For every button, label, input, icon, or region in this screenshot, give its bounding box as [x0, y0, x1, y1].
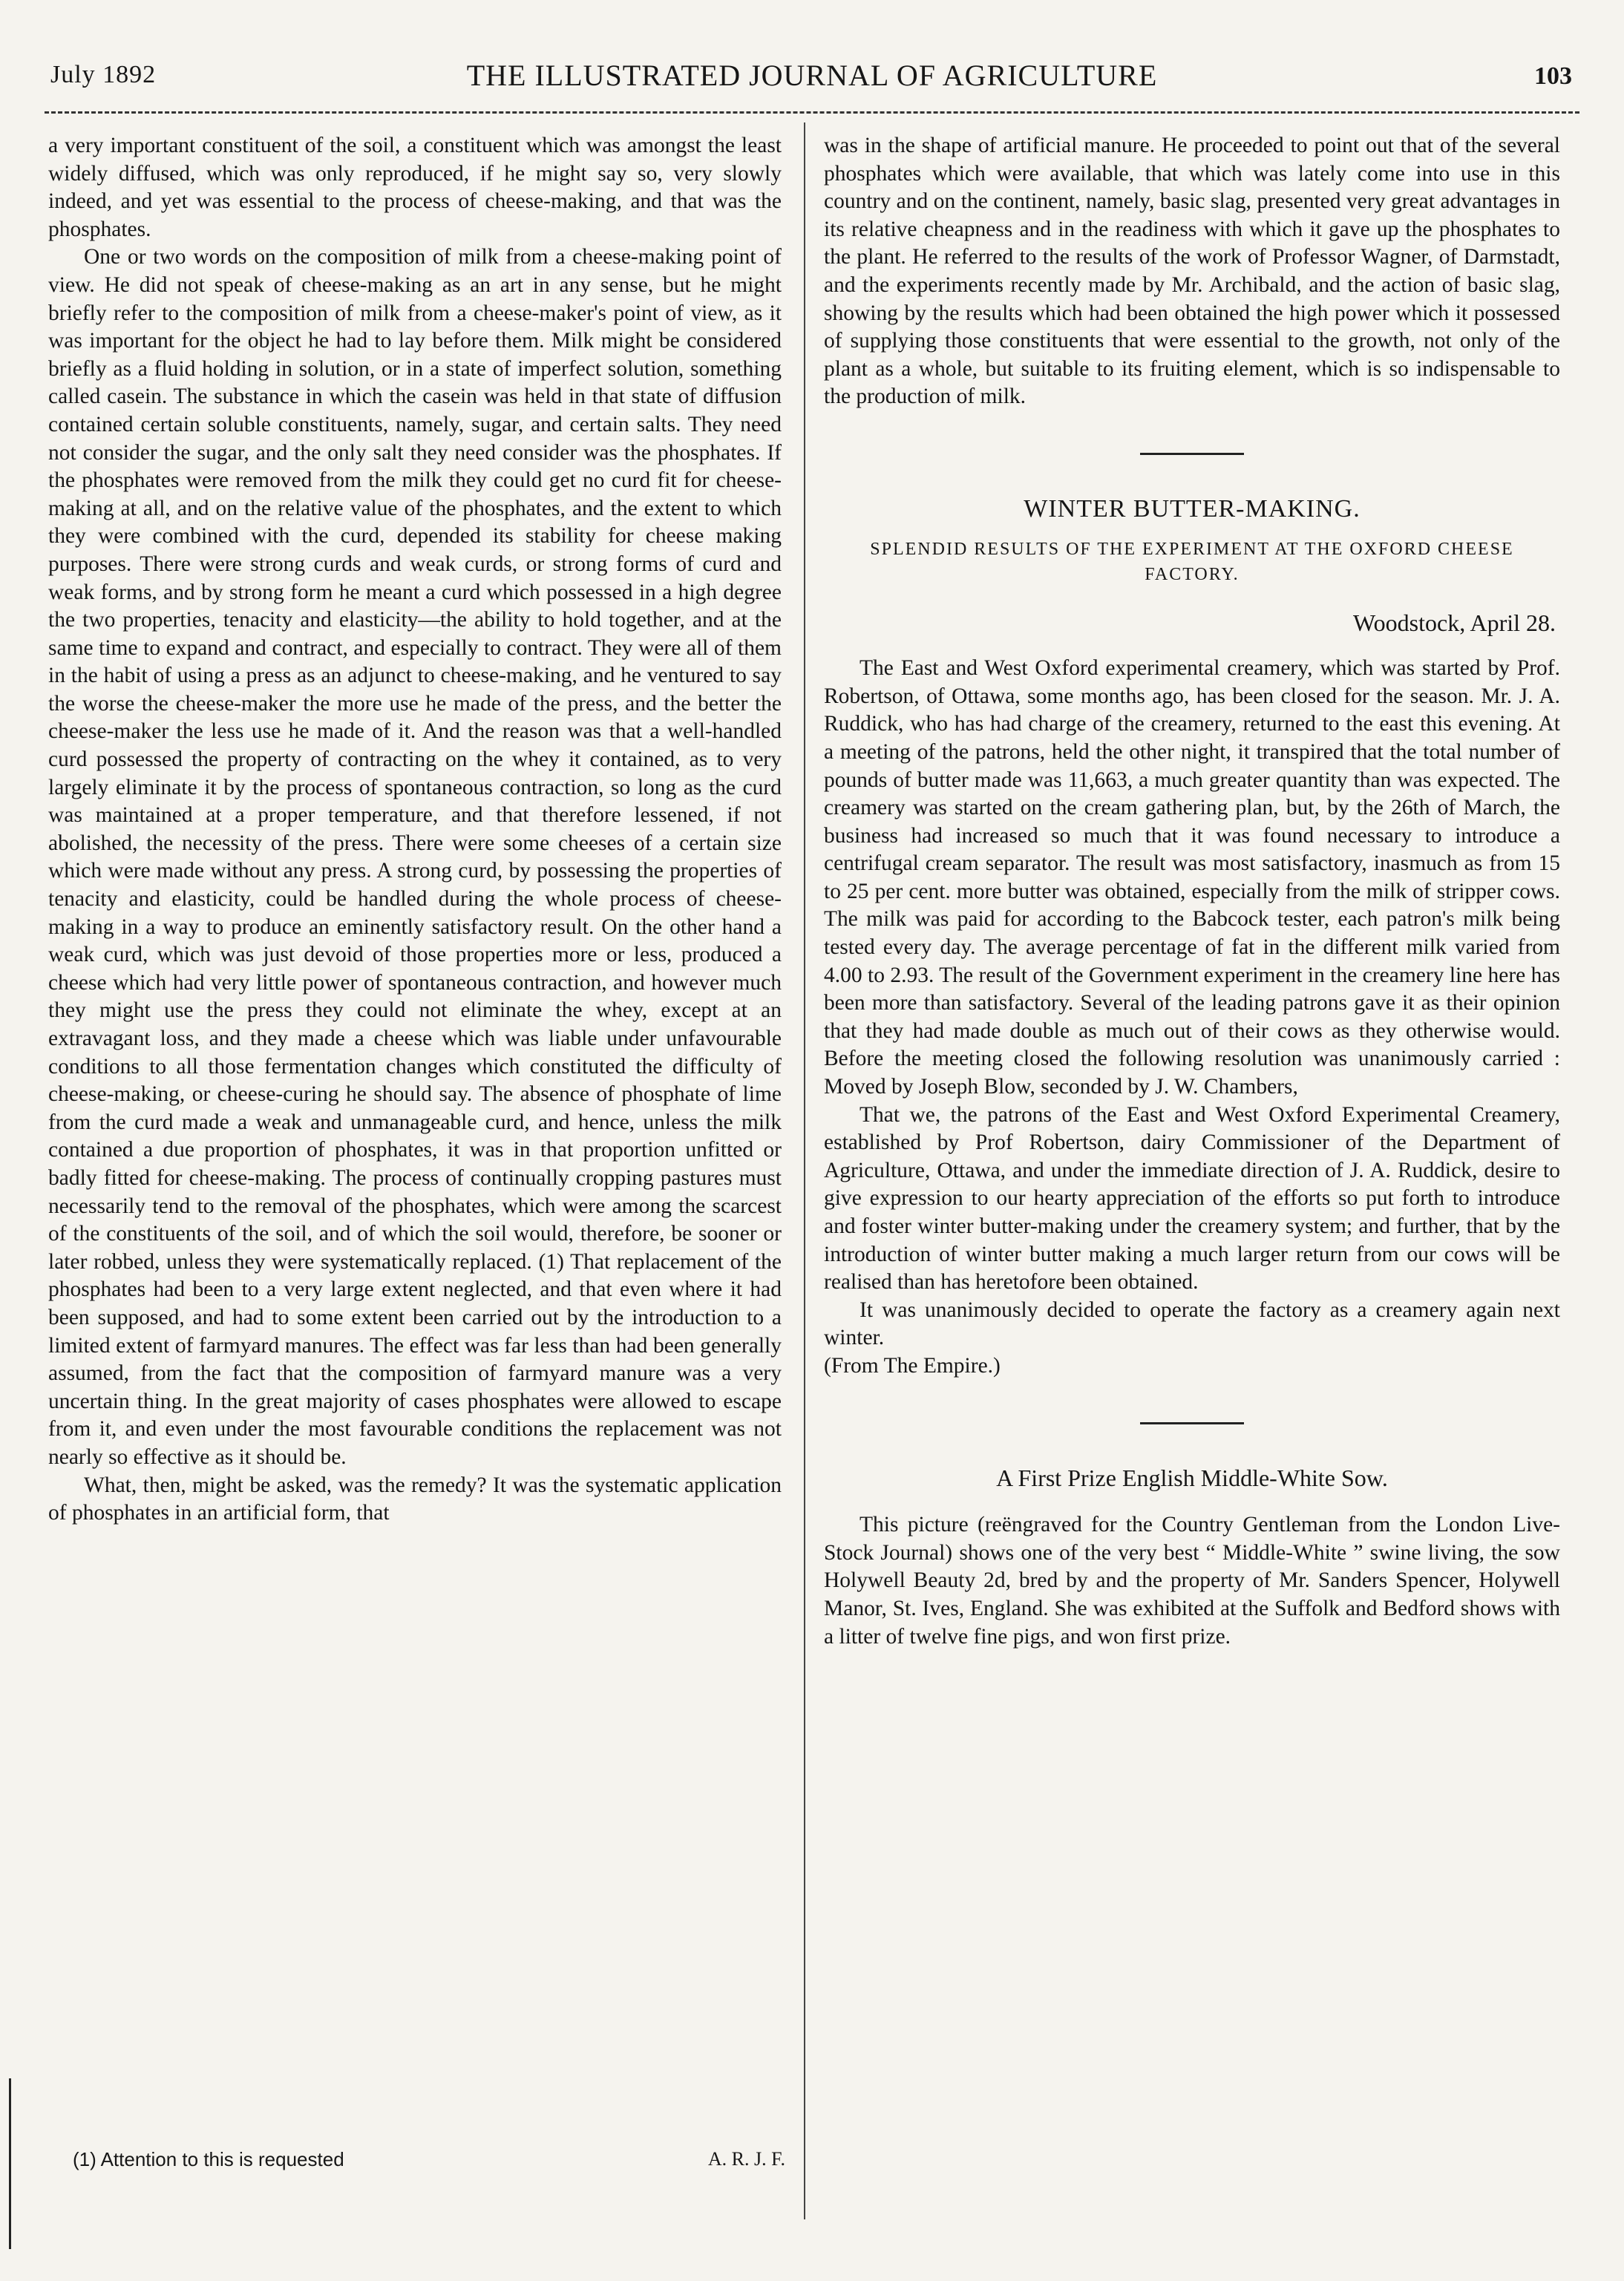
- page-number: 103: [1534, 62, 1572, 90]
- right-column: [824, 132, 1560, 1651]
- resolution-paragraph: That we, the patrons of the East and West Oxford Experimental Creamery, established by Prof Robertson, dairy Commissioner of the Department of Agriculture, Ottawa, and under the immediate direction of J. A. Ruddick, desire to give expression to our hearty appreciation of the efforts so put forth to introduce and foster winter butter-making under the creamery system; and further, that by the introduction of winter butter making a much larger return from our cows will be realised than has heretofore been obtained.: [824, 1102, 1560, 1295]
- paragraph: a very important constituent of the soil, a constituent which was amongst the least widely diffused, which was only reproduced, if he might say so, very slowly indeed, and yet was essential to the process of cheese-making, and that was the phosphates.: [48, 134, 782, 241]
- article-heading: WINTER BUTTER-MAKING.: [1024, 494, 1361, 523]
- paragraph: The East and West Oxford experimental creamery, which was started by Prof. Robertson, of Ottawa, some months ago, has been closed for the season. Mr. J. A. Ruddick, who has had charge of the creamery, returned to the east this evening. At a meeting of the patrons, held the other night, it transpired that the total number of pounds of butter made was 11,663, a much greater quantity than was expected. The creamery was started on the cream gathering plan, but, by the 26th of March, the business had increased so much that it was found necessary to introduce a centrifugal cream separator. The result was most satisfactory, inasmuch as from 15 to 25 per cent. more butter was obtained, especially from the milk of stripper cows. The milk was paid for according to the Babcock tester, each patron's milk being tested every day. The average percentage of fat in the different milk varied from 4.00 to 2.93. The result of the Government experiment in the creamery line here has been more than satisfactory. Several of the leading patrons gave it as their opinion that they had made double as much out of their cows as they otherwise would. Before the meeting closed the following resolution was unanimously carried : Moved by Joseph Blow, seconded by J. W. Chambers,: [824, 656, 1560, 1099]
- column-divider: [804, 122, 805, 2219]
- section-divider: [1140, 453, 1244, 455]
- paragraph: What, then, might be asked, was the remedy? It was the systematic application of phosphates in an artificial form, that: [48, 1473, 782, 1525]
- issue-date: July 1892: [50, 61, 157, 88]
- running-head: [45, 53, 1579, 105]
- margin-mark: [9, 2078, 11, 2249]
- paragraph: was in the shape of artificial manure. He proceeded to point out that of the several phosphates which were available, that which was lately come into use in this country and on the continent, namely, basic slag, presented very great advantages in its relative cheapness and in the readiness with which it gave up the phosphates to the plant. He referred to the results of the work of Professor Wagner, of Darmstadt, and the experiments recently made by Mr. Archibald, and the action of basic slag, showing by the results which had been obtained the high power which it possessed of supplying those constituents that were essential to the growth, not only of the plant as a whole, but suitable to its fruiting element, which is so indispensable to the production of milk.: [824, 134, 1560, 409]
- paragraph: One or two words on the composition of milk from a cheese-making point of view. He did not speak of cheese-making as an art in any sense, but he might briefly refer to the composition of milk from a cheese-maker's point of view, as it was important for the object he had to lay before them. Milk might be considered briefly as a fluid holding in solution, or in a state of imperfect solution, something called casein. The substance in which the casein was held in that state of diffusion contained certain soluble constituents, namely, sugar, and certain salts. They need not consider the sugar, and the only salt they need consider was the phosphates. If the phosphates were removed from the milk they could get no curd fit for cheese-making at all, and on the relative value of the phosphates, and the extent to which they were combined with the curd, depended its stability for cheese making purposes. There were strong curds and weak curds, or strong forms of curd and weak forms, and by strong form he meant a curd which possessed in a high degree the two properties, tenacity and elasticity—the ability to hold together, and at the same time to expand and contract, and especially to contract. They were all of them in the habit of using a press as an adjunct to cheese-making, and he ventured to say the worse the cheese-maker the more use he made of the press, and the better the cheese-maker the less use he made of it. And the reason was that a well-handled curd possessed the property of contracting on the whey it contained, as to very largely eliminate it by the process of spontaneous contraction, so long as the curd was maintained at a proper temperature, and that therefore lessened, if not abolished, the necessity of the press. There were some cheeses of a certain size which were made without any press. A strong curd, by possessing the properties of tenacity and elasticity, could be handled during the whole process of cheese-making in a way to produce an eminently satisfactory result. On the other hand a weak curd, which was just devoid of those properties more or less, produced a cheese which had very little power of spontaneous contraction, and however much they might use the press they could not eliminate the whey, except at an extravagant loss, and they made a cheese which was liable under unfavourable conditions to all those fermentation changes which constituted the difficulty of cheese-making, or cheese-curing he should say. The absence of phosphate of lime from the curd made a weak and unmanageable curd, and hence, unless the milk contained a due proportion of phosphates, it was in that proportion unfitted or badly fitted for cheese-making. The process of continually cropping pastures must necessarily tend to the removal of the phosphates, which were among the scarcest of the constituents of the soil, and of which the soil would, therefore, be sooner or later robbed, unless they were systematically replaced. (1) That replacement of the phosphates had been to a very large extent neglected, and that even where it had been supposed, and had to some extent been carried out by the introduction to a limited extent of farmyard manures. The effect was far less than had been generally assumed, from the fact that the composition of farmyard manure was a very uncertain thing. In the great majority of cases phosphates were allowed to escape from it, and even under the most favourable conditions the replacement was not nearly so effective as it should be.: [48, 245, 782, 1469]
- article-subheading: SPLENDID RESULTS OF THE EXPERIMENT AT THE OXFORD CHEESE FACTORY.: [870, 539, 1514, 584]
- header-rule: [45, 111, 1579, 114]
- footnote-signature: A. R. J. F.: [707, 2148, 785, 2170]
- source-credit: (From The Empire.): [824, 1353, 1001, 1378]
- journal-title: THE ILLUSTRATED JOURNAL OF AGRICULTURE: [466, 59, 1158, 92]
- paragraph: It was unanimously decided to operate the factory as a creamery again next winter.: [824, 1297, 1560, 1350]
- left-column: [48, 132, 782, 1528]
- footnote: [73, 2148, 785, 2178]
- paragraph: This picture (reëngraved for the Country Gentleman from the London Live-Stock Journal) shows one of the very best “ Middle-White ” swine living, the sow Holywell Beauty 2d, bred by and the property of Mr. Sanders Spencer, Holywell Manor, St. Ives, England. She was exhibited at the Suffolk and Bedford shows with a litter of twelve fine pigs, and won first prize.: [824, 1513, 1560, 1649]
- article-heading: A First Prize English Middle-White Sow.: [996, 1464, 1388, 1491]
- footnote-text: (1) Attention to this is requested: [73, 2148, 344, 2170]
- section-divider: [1140, 1422, 1244, 1424]
- dateline: Woodstock, April 28.: [1353, 609, 1556, 636]
